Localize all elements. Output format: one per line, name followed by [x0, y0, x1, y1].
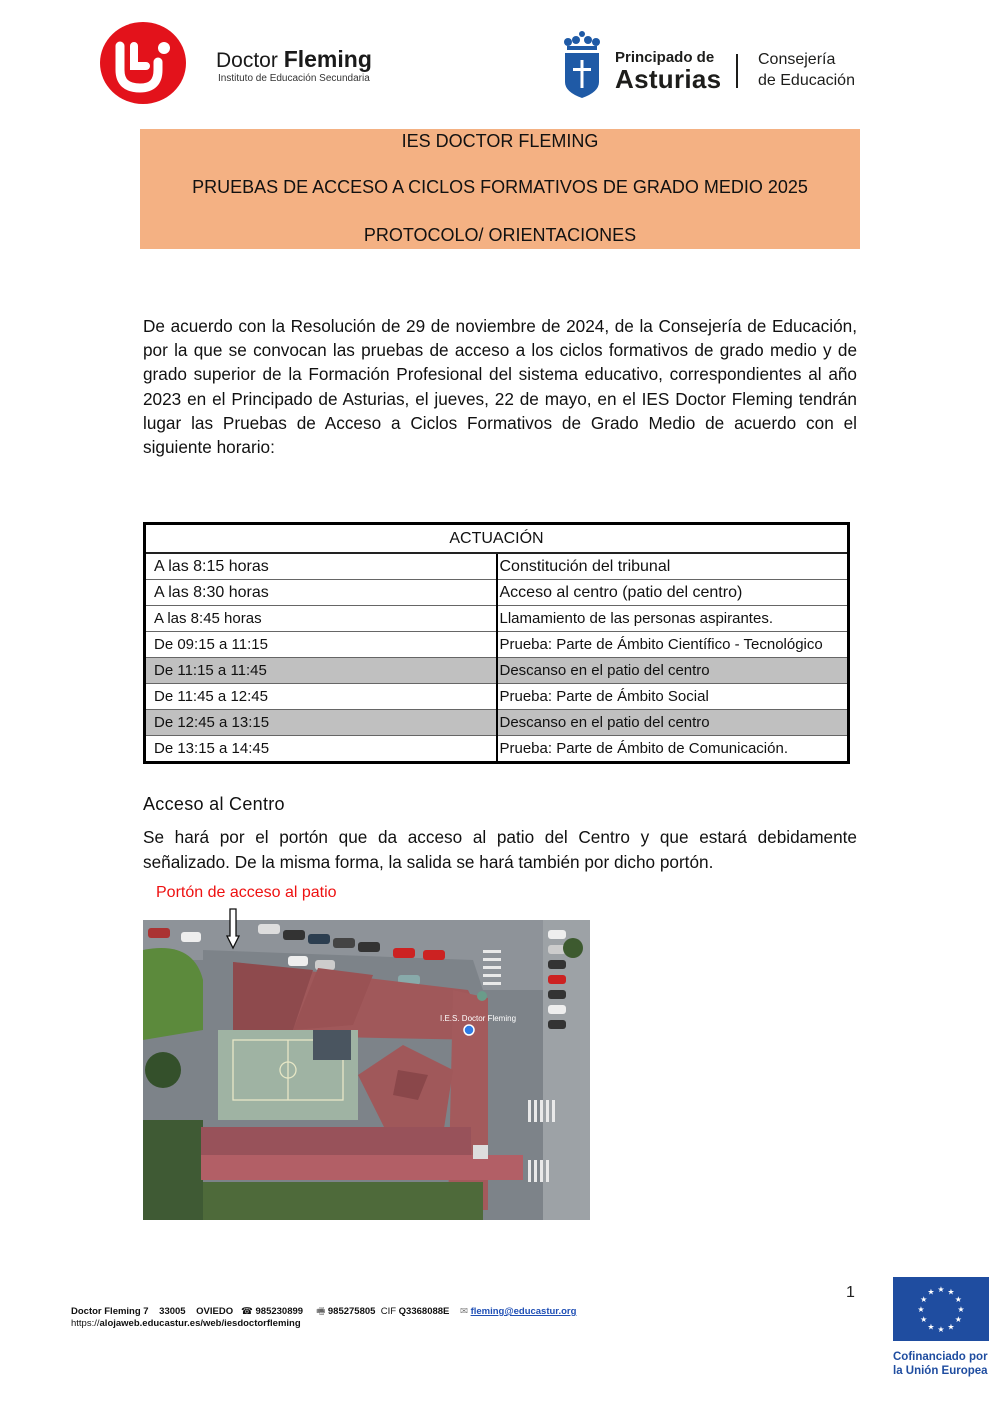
footer-city: OVIEDO — [196, 1306, 234, 1317]
schedule-time: De 09:15 a 11:15 — [146, 632, 497, 658]
schedule-row — [146, 553, 847, 580]
school-name: Doctor Fleming — [216, 46, 372, 72]
schedule-time: De 11:45 a 12:45 — [146, 684, 497, 710]
schedule-activity: Llamamiento de las personas aspirantes. — [497, 606, 848, 632]
aerial-map-image — [143, 920, 590, 1220]
page-number: 1 — [846, 1284, 855, 1301]
school-subtitle: Instituto de Educación Secundaria — [218, 73, 370, 84]
footer-url: alojaweb.educastur.es/web/iesdoctorfleming — [99, 1318, 301, 1329]
schedule-time: A las 8:30 horas — [146, 580, 497, 606]
fax-icon: 🖷 — [316, 1306, 326, 1317]
access-paragraph: Se hará por el portón que da acceso al patio del Centro y que estará debidamente señalizado. De la misma forma, la salida se hará también por dicho portón. — [143, 827, 857, 872]
eu-star-icon: ★ — [917, 1305, 925, 1314]
eu-star-icon: ★ — [947, 1322, 955, 1332]
eu-cofunded-line1: Cofinanciado por — [893, 1351, 988, 1363]
eu-star-icon: ★ — [937, 1325, 945, 1334]
schedule-header-row — [146, 525, 847, 553]
schedule-time: A las 8:15 horas — [146, 553, 497, 580]
phone-icon: ☎ — [241, 1306, 253, 1317]
intro-paragraph: De acuerdo con la Resolución de 29 de noviembre de 2024, de la Consejería de Educación, por la que se convocan las pruebas de acceso a los ciclos formativos de grado medio y de grado superior de la Formación Profesional del sistema educativo, correspondientes al año 2023 en el Principado de Asturias, el jueves, 22 de mayo, en el IES Doctor Fleming tendrán lugar las Pruebas de Acceso a Ciclos Formativos de Grado Medio de acuerdo con el siguiente horario: — [143, 316, 857, 458]
schedule-row — [146, 684, 847, 710]
title-protocol: PROTOCOLO/ ORIENTACIONES — [363, 225, 637, 245]
government-logo — [560, 30, 880, 100]
footer-phone: 985230899 — [255, 1306, 304, 1317]
title-school: IES DOCTOR FLEMING — [401, 131, 599, 151]
footer-website[interactable] — [71, 1318, 301, 1329]
schedule-time: A las 8:45 horas — [146, 606, 497, 632]
eu-star-icon: ★ — [920, 1315, 928, 1324]
eu-flag-icon — [893, 1277, 989, 1341]
schedule-time: De 12:45 a 13:15 — [146, 710, 497, 736]
footer-cif-label: CIF — [380, 1306, 397, 1317]
schedule-activity: Prueba: Parte de Ámbito Científico - Tecnológico — [497, 632, 848, 658]
schedule-row — [146, 736, 847, 762]
school-logo — [98, 20, 383, 106]
schedule-row — [146, 632, 847, 658]
government-name-line2: Asturias — [615, 64, 722, 94]
envelope-icon: ✉ — [459, 1306, 468, 1317]
schedule-header: ACTUACIÓN — [146, 525, 847, 553]
department-line1: Consejería — [758, 51, 836, 68]
schedule-activity: Descanso en el patio del centro — [497, 658, 848, 684]
department-line2: de Educación — [758, 72, 855, 89]
title-exam: PRUEBAS DE ACCESO A CICLOS FORMATIVOS DE GRADO MEDIO 2025 — [192, 177, 808, 197]
schedule-activity: Descanso en el patio del centro — [497, 710, 848, 736]
eu-star-icon: ★ — [920, 1295, 928, 1304]
asturias-shield-icon — [562, 30, 602, 100]
schedule-row — [146, 658, 847, 684]
schedule-time: De 13:15 a 14:45 — [146, 736, 497, 762]
eu-star-icon: ★ — [927, 1287, 935, 1297]
schedule-activity: Prueba: Parte de Ámbito de Comunicación. — [499, 740, 788, 757]
footer-url-prefix: https:// — [71, 1318, 100, 1329]
schedule-activity: Prueba: Parte de Ámbito Social — [497, 684, 848, 710]
eu-star-icon: ★ — [937, 1285, 945, 1294]
logo-divider — [736, 54, 738, 88]
title-box — [140, 129, 860, 249]
footer-address: Doctor Fleming 7 — [71, 1306, 149, 1317]
eu-star-icon: ★ — [954, 1295, 962, 1304]
schedule-activity: Constitución del tribunal — [497, 553, 848, 580]
footer-cif: Q3368088E — [398, 1306, 450, 1317]
footer-postal-code: 33005 — [159, 1306, 186, 1317]
eu-star-icon: ★ — [927, 1322, 935, 1332]
eu-star-icon: ★ — [954, 1315, 962, 1324]
eu-star-icon: ★ — [957, 1305, 965, 1314]
map-label: I.E.S. Doctor Fleming — [440, 1014, 517, 1023]
schedule-time: De 11:15 a 11:45 — [146, 658, 497, 684]
schedule-row — [146, 580, 847, 606]
schedule-table — [143, 522, 850, 764]
eu-cofunded-line2: la Unión Europea — [893, 1365, 988, 1377]
government-name-line1: Principado de — [615, 49, 715, 66]
access-heading: Acceso al Centro — [143, 794, 285, 814]
school-logo-emblem — [100, 22, 186, 104]
footer-email-link[interactable]: fleming@educastur.org — [470, 1306, 577, 1317]
footer-fax: 985275805 — [327, 1306, 376, 1317]
schedule-row — [146, 606, 847, 632]
schedule-activity: Acceso al centro (patio del centro) — [497, 580, 848, 606]
gate-caption: Portón de acceso al patio — [156, 884, 337, 901]
arrow-down-icon — [226, 908, 240, 950]
schedule-row — [146, 710, 847, 736]
eu-star-icon: ★ — [947, 1287, 955, 1297]
